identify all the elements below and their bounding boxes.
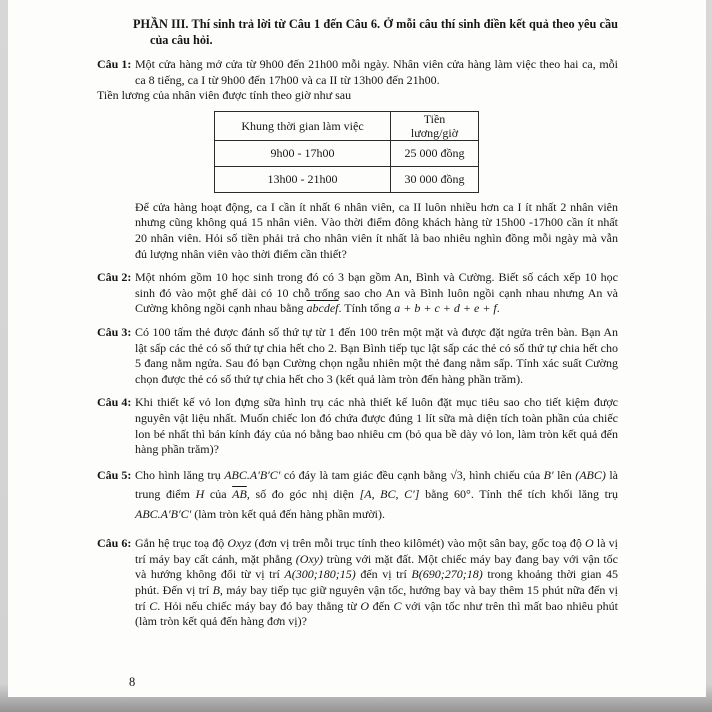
section-header: PHẦN III. Thí sinh trả lời từ Câu 1 đến Câu 6. Ở mỗi câu thí sinh điền kết quả theo yêu cầu của câu hỏi. bbox=[133, 17, 618, 47]
math-point-c: C bbox=[149, 598, 158, 613]
text-segment: trùng với mặt đất. Một chiếc máy bay đang bay với vận tốc và hướng không đổi từ vị trí bbox=[135, 551, 618, 582]
math-origin-o: O bbox=[585, 536, 594, 551]
math-dihedral-angle: [A, BC, C′] bbox=[359, 487, 420, 502]
question-2 bbox=[97, 270, 618, 317]
question-5-label: Câu 5: bbox=[97, 467, 132, 482]
question-2-label: Câu 2: bbox=[97, 270, 132, 285]
text-segment: Gắn hệ trục toạ độ bbox=[135, 536, 228, 551]
text-segment: của bbox=[204, 487, 233, 502]
text-segment: đến vị trí bbox=[355, 567, 412, 582]
question-4 bbox=[97, 395, 618, 457]
math-prism-name: ABC.A′B′C′ bbox=[224, 467, 281, 482]
math-oxyz: Oxyz bbox=[227, 536, 252, 551]
math-point-b-coords: B(690;270;18) bbox=[411, 567, 483, 582]
text-segment: với vận tốc như trên thì mất bao nhiêu phút (làm tròn kết quả đến hàng đơn vị)? bbox=[135, 598, 619, 629]
text-segment: Một nhóm gồm 10 học sinh trong đó có 3 bạn gồm An, Bình và Cường. Biết số cách xếp 10 học sinh đó vào một ghế dài có 10 chỗ trống sao cho An và Bình luôn ngồi cạnh nhau nhưng An và Cường không ngồi cạnh nhau bằng bbox=[135, 270, 618, 316]
text-segment: bằng 60°. Tính thể tích khối lăng trụ bbox=[419, 487, 618, 502]
math-point-c: C bbox=[393, 598, 402, 613]
text-segment: là vị trí máy bay cất cánh, mặt phẳng bbox=[135, 536, 619, 566]
math-segment-ab: $\overline{AB}$ bbox=[232, 487, 247, 502]
math-point-b-prime: B′ bbox=[543, 467, 554, 482]
text-segment: đến bbox=[369, 598, 394, 613]
salary-table-row-shift1 bbox=[215, 140, 479, 166]
text-segment: có đáy là tam giác đều cạnh bằng bbox=[280, 467, 451, 482]
question-6-label: Câu 6: bbox=[97, 536, 132, 551]
math-point-o: O bbox=[360, 598, 370, 613]
math-prism-name: ABC.A′B′C′ bbox=[135, 506, 192, 521]
question-1-label: Câu 1: bbox=[97, 57, 132, 71]
text-segment: (làm tròn kết quả đến hàng phần mười). bbox=[191, 506, 386, 521]
text-segment: . Hỏi nếu chiếc máy bay đó bay thẳng từ bbox=[157, 598, 361, 613]
question-1-table-caption: Tiền lương của nhân viên được tính theo giờ như sau bbox=[97, 88, 352, 103]
text-segment: Cho hình lăng trụ bbox=[135, 467, 225, 482]
question-4-label: Câu 4: bbox=[97, 395, 132, 410]
page-number: 8 bbox=[129, 675, 136, 689]
question-3-text: Có 100 tấm thẻ được đánh số thứ tự từ 1 đến 100 trên một mặt và được đặt ngửa trên bàn. Bạn An lật sấp các thẻ có số thứ tự chia hết cho 2. Bạn Bình tiếp tục lật sấp các thẻ có số thứ tự chia hết cho 5 đang nằm ngửa. Sau đó bạn Cường chọn ngẫu nhiên một thẻ đang nằm sấp. Tính xác suất Cường chọn được thẻ có số thứ tự chia hết cho 3 (kết quả làm tròn đến hàng phần trăm). bbox=[135, 324, 618, 386]
question-6 bbox=[97, 536, 618, 630]
question-3-label: Câu 3: bbox=[97, 324, 132, 339]
text-segment: , số đo góc nhị diện bbox=[246, 487, 360, 502]
question-3 bbox=[97, 325, 618, 387]
question-5 bbox=[97, 466, 618, 525]
math-point-a-coords: A(300;180;15) bbox=[284, 567, 356, 582]
salary-table-cell-pay-shift2: 30 000 đồng bbox=[391, 166, 479, 192]
question-1 bbox=[97, 57, 618, 262]
math-overline-abcdef: abcdef bbox=[306, 301, 339, 316]
salary-table-header-time: Khung thời gian làm việc bbox=[215, 111, 391, 140]
math-plane-oxy: (Oxy) bbox=[295, 551, 324, 566]
question-1-outro: Để cửa hàng hoạt động, ca I cần ít nhất 6 nhân viên, ca II luôn nhiều hơn ca I ít nhất 2 nhân viên nhưng cũng không quá 15 nhân viên. Vào thời điểm đông khách hàng từ 15h00 -17h00 cần ít nhất 20 nhân viên. Hỏi số tiền phải trả cho nhân viên ít nhất là bao nhiêu nghìn đồng mỗi ngày mà vẫn đủ lượng nhân viên vào thời điểm cần thiết? bbox=[135, 199, 618, 261]
question-6-text bbox=[135, 536, 618, 630]
question-4-text: Khi thiết kế vỏ lon đựng sữa hình trụ các nhà thiết kế luôn đặt mục tiêu sao cho tiết kiệm được nguyên vật liệu nhất. Muốn chiếc lon đó chứa được đúng 1 lít sữa mà diện tích toàn phần của chiếc lon bé nhất thì bán kính đáy của nó bằng bao nhiêu cm (bỏ qua bề dày vỏ lon, làm tròn kết quả đến hàng phần trăm)? bbox=[135, 395, 618, 457]
text-segment: . bbox=[496, 301, 500, 316]
salary-table-row-shift2 bbox=[215, 166, 479, 192]
math-point-h: H bbox=[195, 487, 205, 502]
question-5-text bbox=[135, 466, 618, 525]
math-sqrt-3: √3 bbox=[450, 467, 463, 482]
salary-table-cell-pay-shift1: 25 000 đồng bbox=[391, 140, 479, 166]
question-1-intro: Một cửa hàng mở cửa từ 9h00 đến 21h00 mỗi ngày. Nhân viên cửa hàng làm việc theo hai ca, mỗi ca 8 tiếng, ca I từ 9h00 đến 17h00 và ca II từ 13h00 đến 21h00. bbox=[135, 57, 618, 87]
salary-table-header-row bbox=[215, 111, 479, 140]
text-segment: . Tính tổng bbox=[338, 301, 395, 316]
text-segment: trong khoảng thời gian 45 phút. Đến vị trí bbox=[135, 567, 618, 597]
text-segment: , hình chiếu của bbox=[462, 467, 544, 482]
text-segment: là trung điểm bbox=[135, 467, 618, 502]
math-sum-expression: a + b + c + d + e + f bbox=[394, 301, 497, 316]
salary-table-cell-time-shift2: 13h00 - 21h00 bbox=[215, 166, 391, 192]
page-content bbox=[8, 0, 706, 630]
text-segment: lên bbox=[553, 467, 576, 482]
salary-table bbox=[214, 111, 479, 193]
document-page bbox=[8, 0, 706, 697]
salary-table-cell-time-shift1: 9h00 - 17h00 bbox=[215, 140, 391, 166]
text-segment: , máy bay tiếp tục giữ nguyên vận tốc, hướng bay và bay thêm 15 phút nữa đến vị trí bbox=[135, 582, 618, 613]
salary-table-header-pay: Tiền lương/giờ bbox=[391, 111, 479, 140]
math-plane-abc: (ABC) bbox=[575, 467, 606, 482]
math-point-b: B bbox=[212, 582, 220, 597]
text-segment: (đơn vị trên mỗi trục tính theo kilômét) vào một sân bay, gốc toạ độ bbox=[251, 536, 586, 551]
question-2-text bbox=[135, 270, 618, 317]
